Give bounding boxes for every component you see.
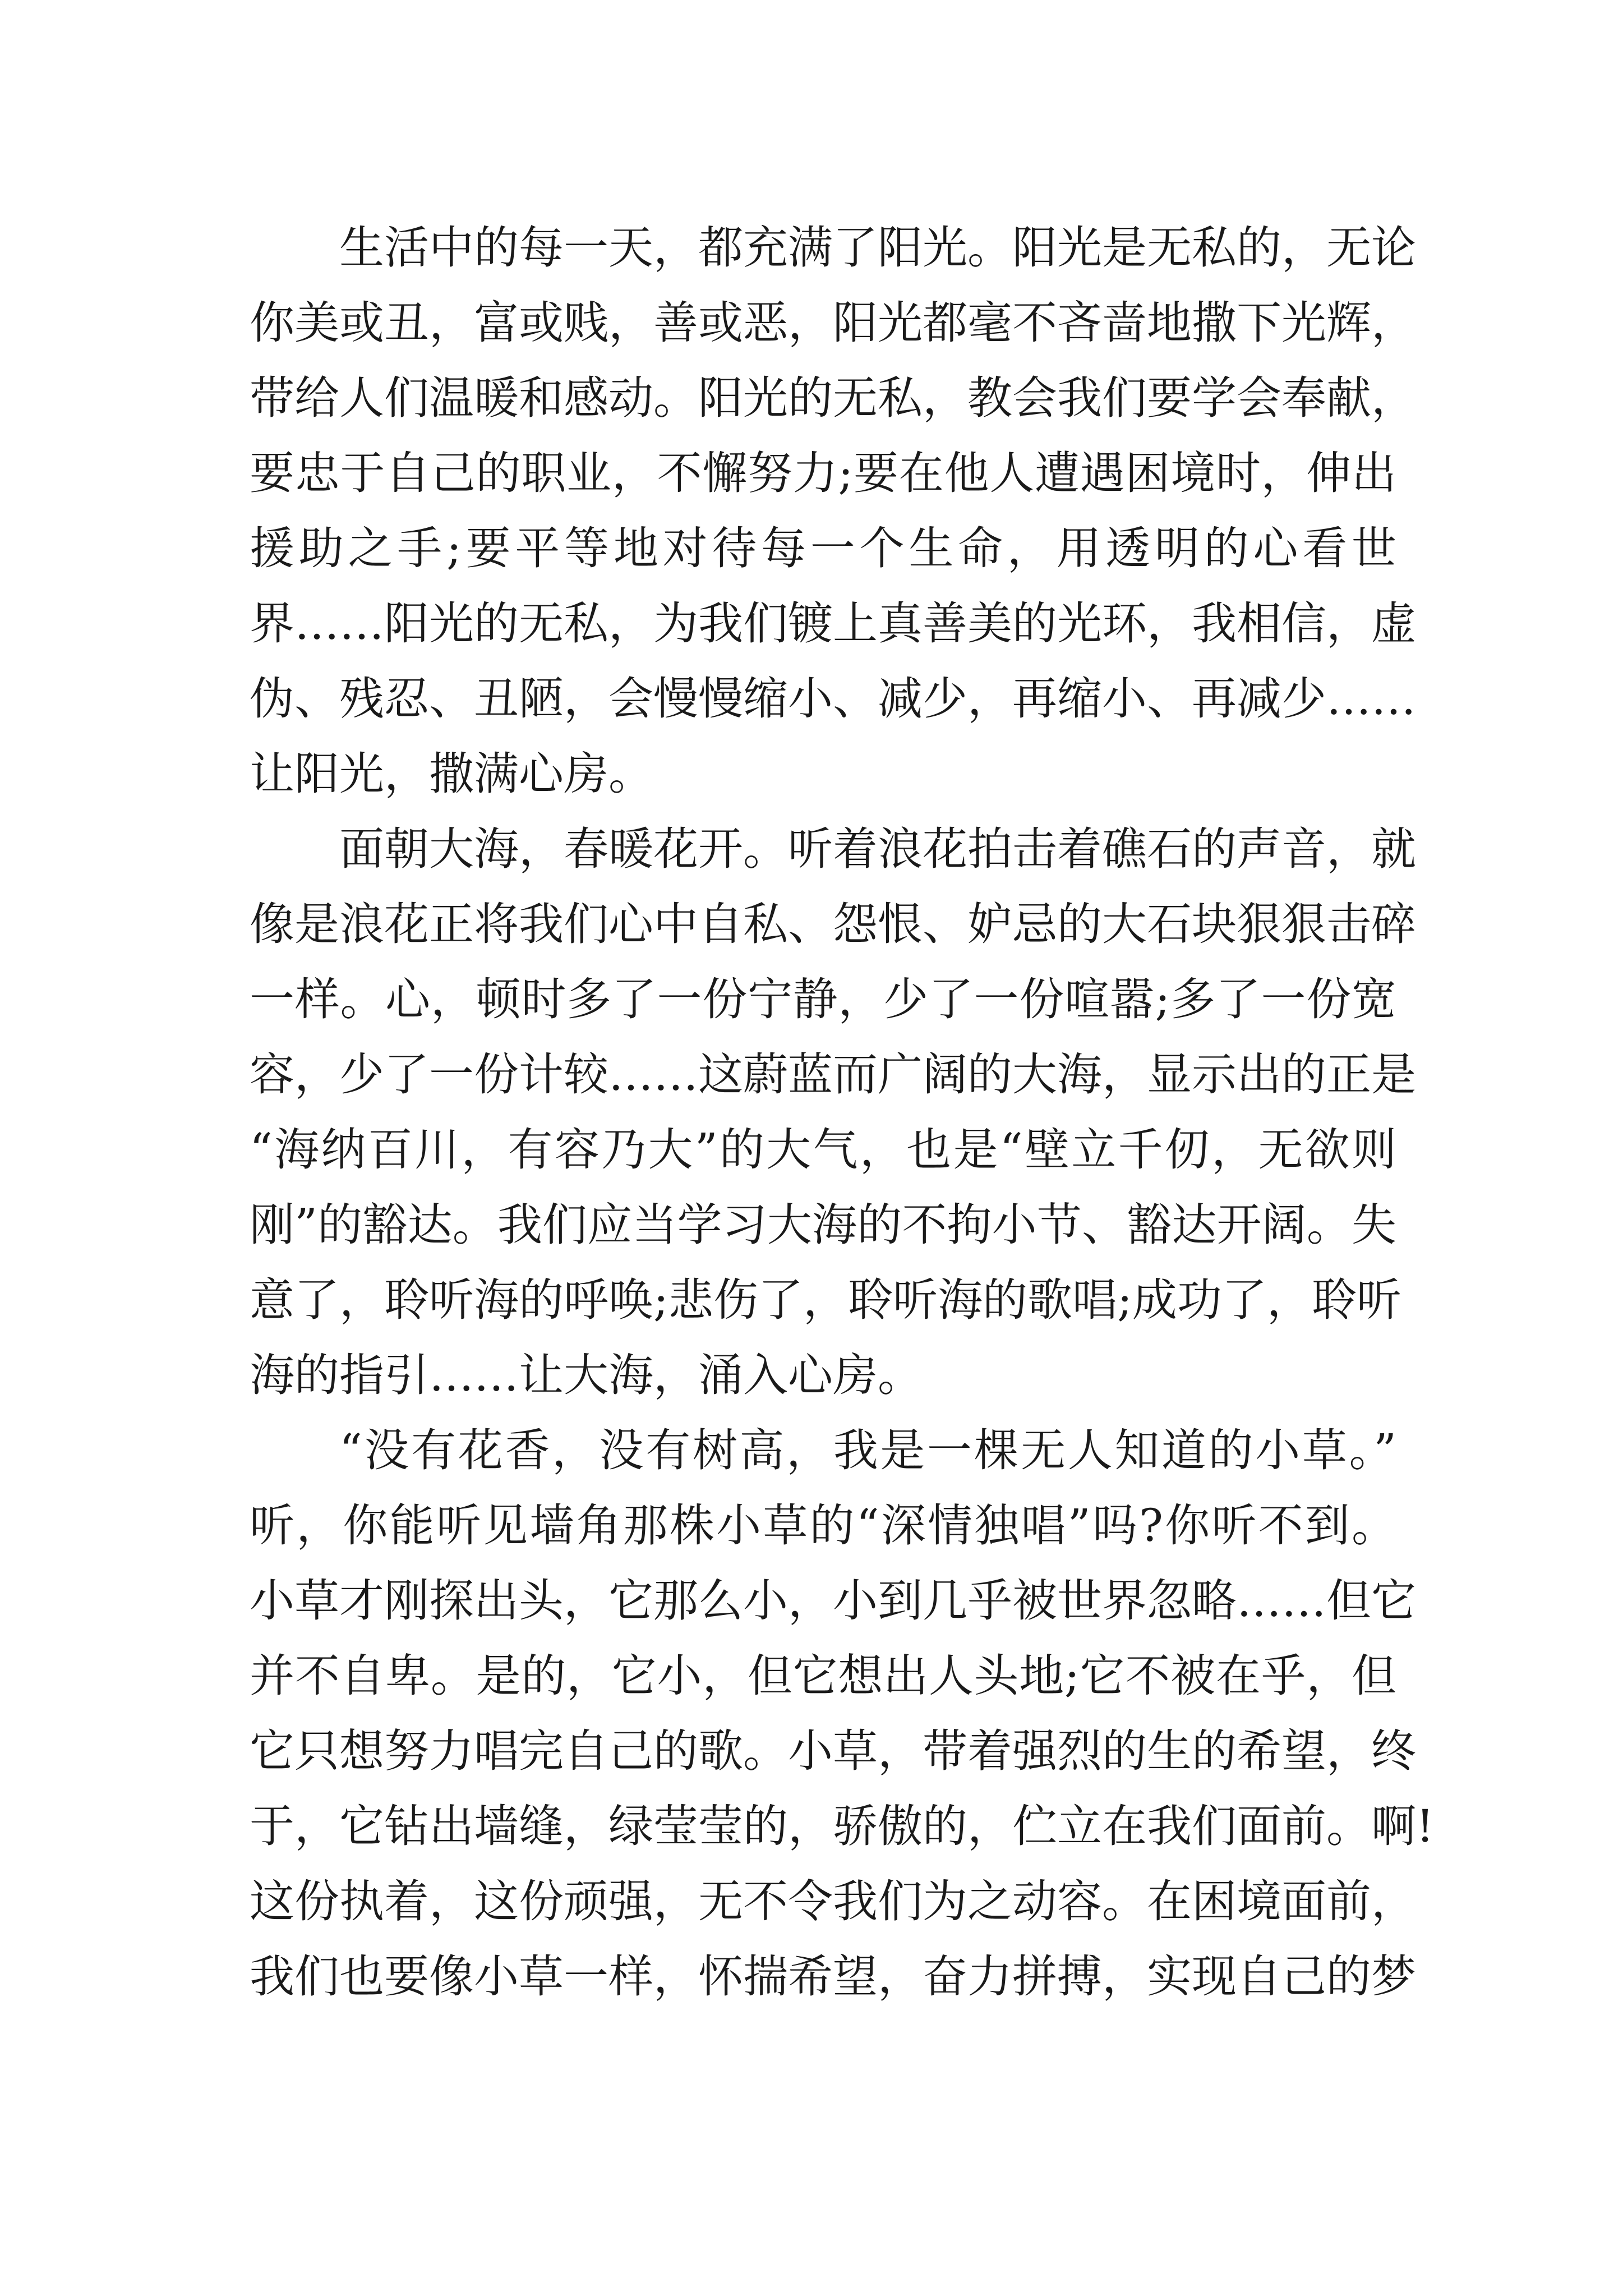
paragraph-line: 你美或丑，富或贱，善或恶，阳光都毫不吝啬地撒下光辉， <box>250 297 1416 349</box>
paragraph-line: 它只想努力唱完自己的歌。小草，带着强烈的生的希望，终 <box>250 1725 1416 1777</box>
paragraph-line: 海的指引……让大海，涌入心房。 <box>250 1349 923 1401</box>
paragraph-line: 像是浪花正将我们心中自私、怨恨、妒忌的大石块狠狠击碎 <box>250 898 1416 950</box>
paragraph-line: 这份执着，这份顽强，无不令我们为之动容。在困境面前， <box>250 1875 1416 1927</box>
paragraph-line: 听，你能听见墙角那株小草的“深情独唱”吗?你听不到。 <box>250 1499 1396 1552</box>
paragraph-grass <box>250 1413 1435 2014</box>
paragraph-line: 我们也要像小草一样，怀揣希望，奋力拼搏，实现自己的梦 <box>250 1950 1416 2003</box>
paragraph-line: 容，少了一份计较……这蔚蓝而广阔的大海，显示出的正是 <box>250 1048 1416 1101</box>
paragraph-line: 生活中的每一天，都充满了阳光。阳光是无私的，无论 <box>339 222 1416 274</box>
paragraph-line: 意了，聆听海的呼唤;悲伤了，聆听海的歌唱;成功了，聆听 <box>250 1274 1401 1326</box>
paragraph-line: 于，它钻出墙缝，绿莹莹的，骄傲的，伫立在我们面前。啊! <box>250 1800 1435 1852</box>
paragraph-line: “海纳百川，有容乃大”的大气，也是“壁立千仞，无欲则 <box>250 1124 1396 1176</box>
paragraph-sea <box>250 812 1416 1413</box>
paragraph-line: 面朝大海，春暖花开。听着浪花拍击着礁石的声音，就 <box>339 823 1416 875</box>
paragraph-line: 刚”的豁达。我们应当学习大海的不拘小节、豁达开阔。失 <box>250 1199 1396 1251</box>
paragraph-line: 让阳光，撒满心房。 <box>250 748 653 800</box>
paragraph-line: 界……阳光的无私，为我们镀上真善美的光环，我相信，虚 <box>250 597 1416 650</box>
paragraph-line: “没有花香，没有树高，我是一棵无人知道的小草。” <box>339 1424 1396 1476</box>
document-body <box>250 210 1435 2014</box>
paragraph-line: 并不自卑。是的，它小，但它想出人头地;它不被在乎，但 <box>250 1650 1396 1702</box>
paragraph-line: 要忠于自己的职业，不懈努力;要在他人遭遇困境时，伸出 <box>250 447 1396 499</box>
paragraph-line: 带给人们温暖和感动。阳光的无私，教会我们要学会奉献， <box>250 372 1416 424</box>
paragraph-line: 援助之手;要平等地对待每一个生命，用透明的心看世 <box>250 522 1396 574</box>
paragraph-line: 一样。心，顿时多了一份宁静，少了一份喧嚣;多了一份宽 <box>250 973 1396 1025</box>
paragraph-sunshine <box>250 210 1416 812</box>
paragraph-line: 小草才刚探出头，它那么小，小到几乎被世界忽略……但它 <box>250 1575 1416 1627</box>
paragraph-line: 伪、残忍、丑陋，会慢慢缩小、减少，再缩小、再减少…… <box>250 673 1416 725</box>
